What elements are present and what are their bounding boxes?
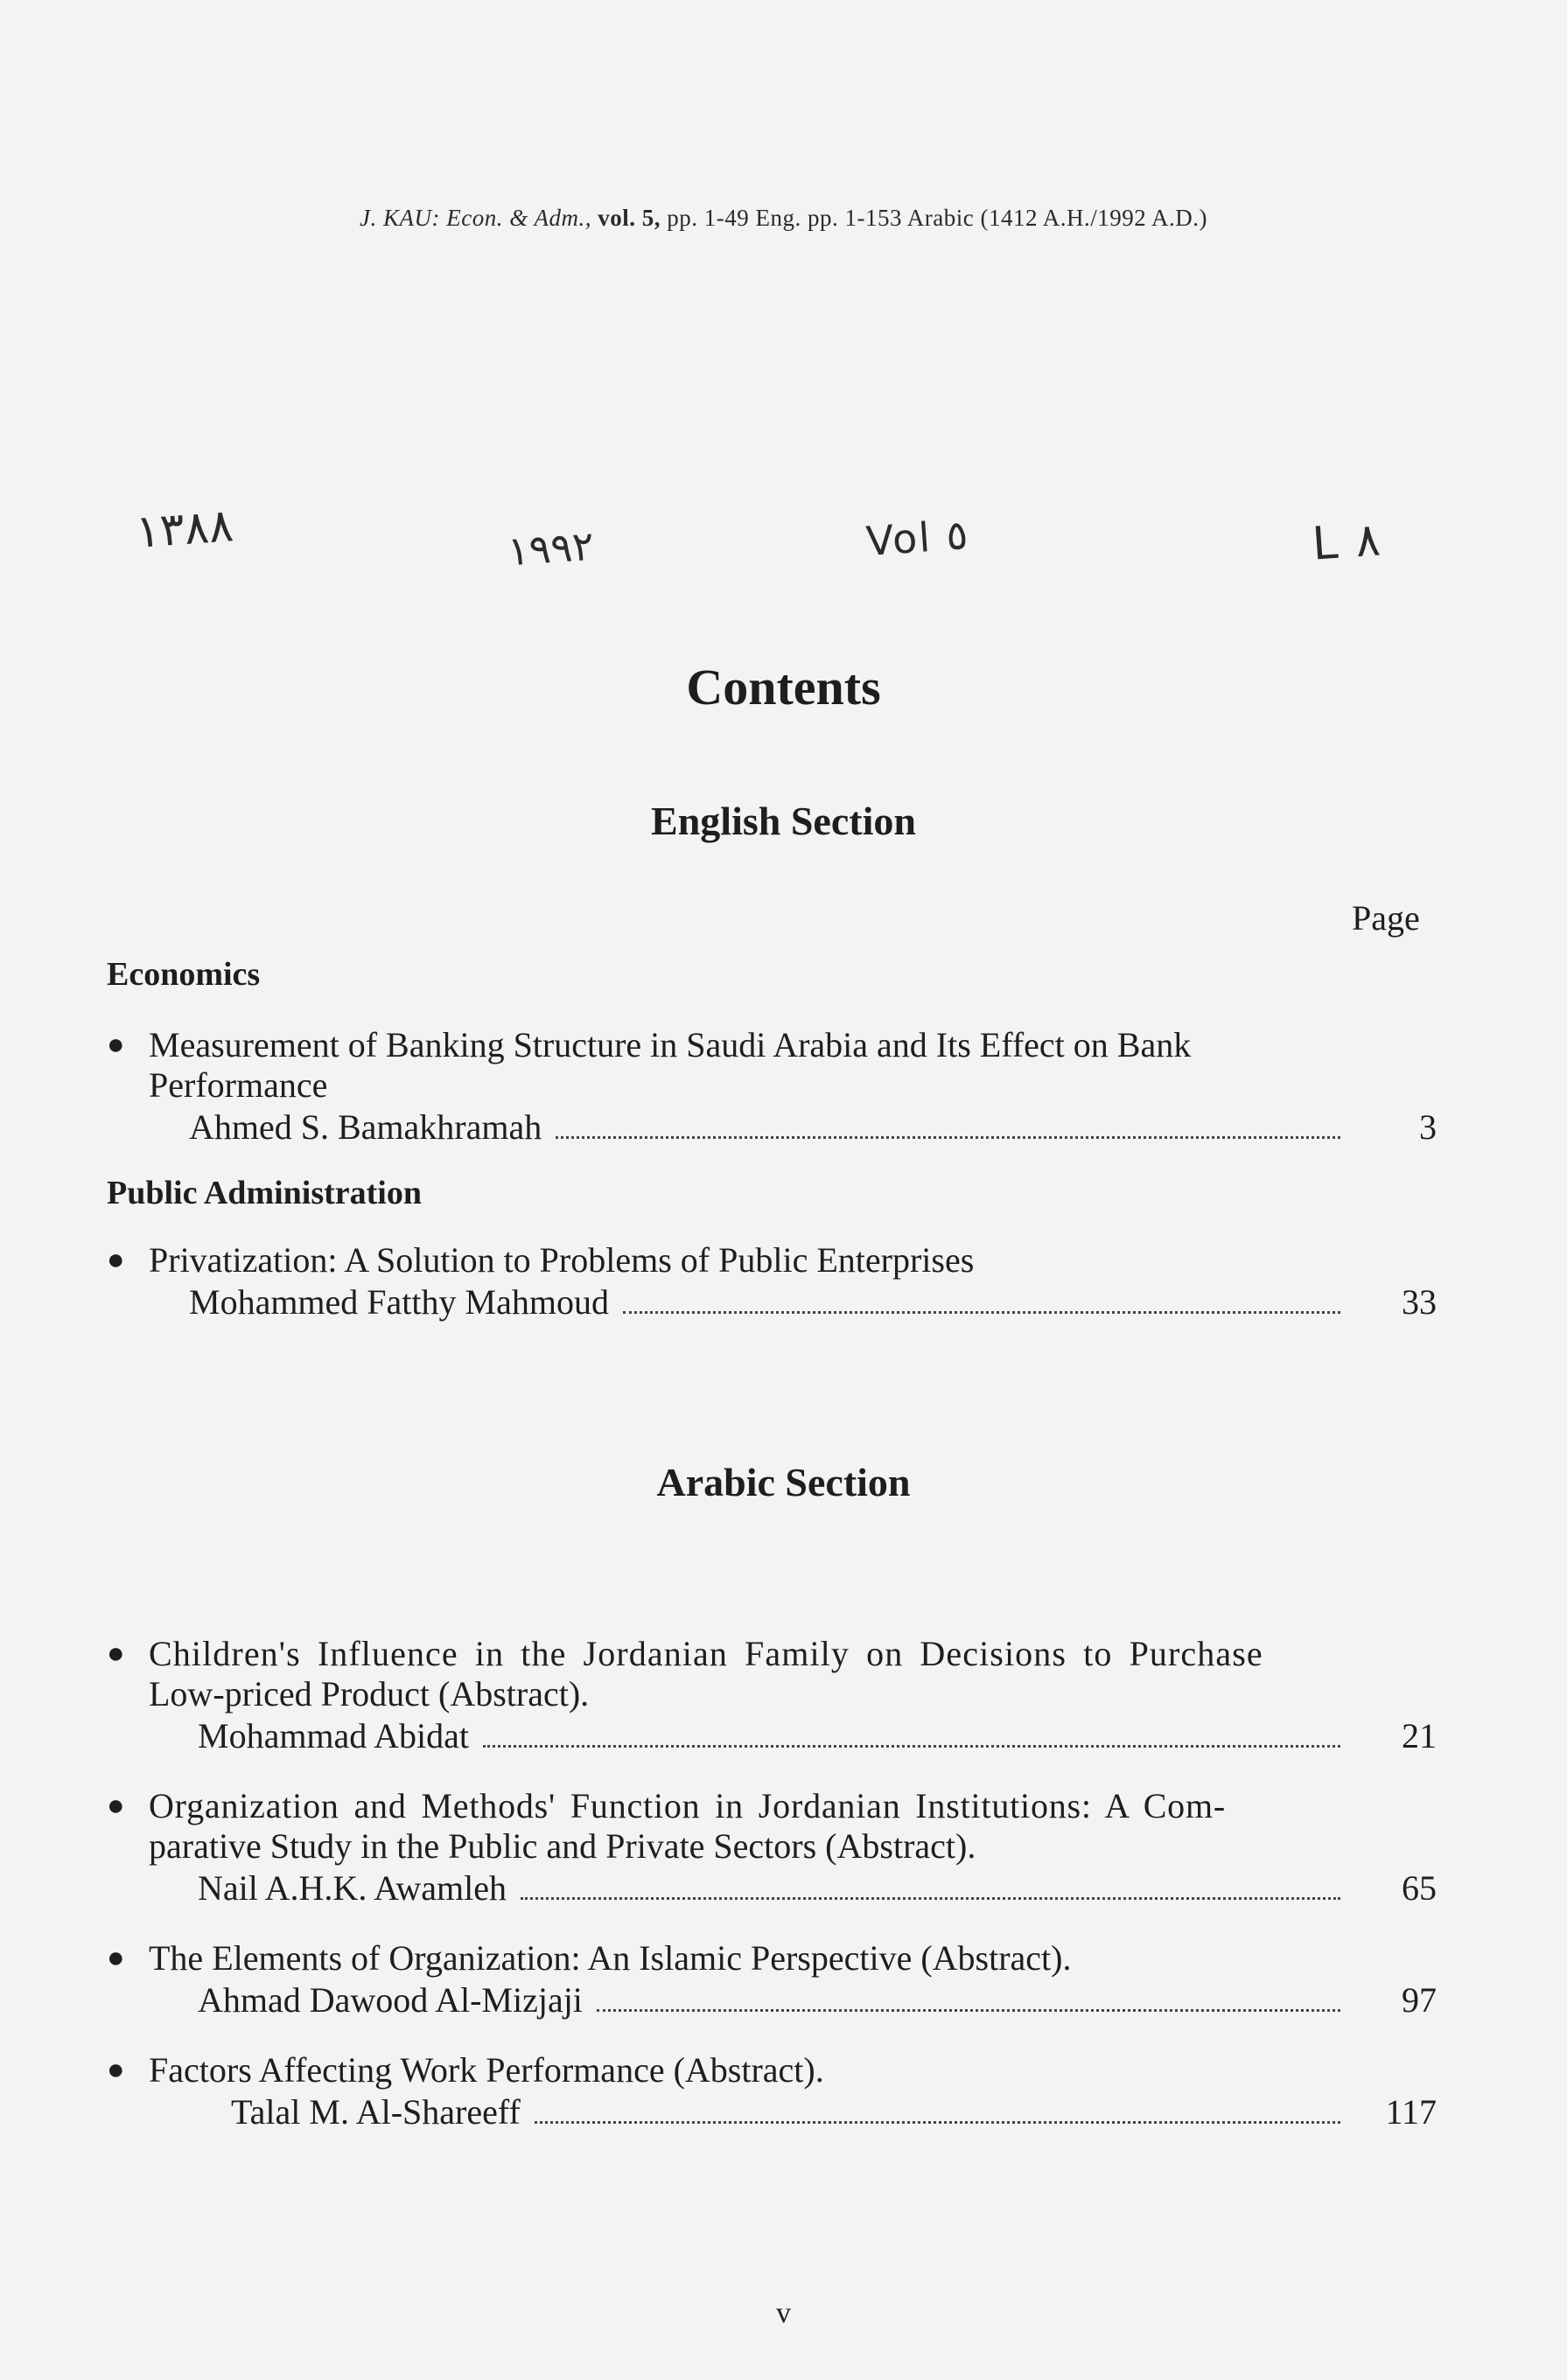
category-economics: Economics [107,956,261,993]
entry-author: Mohammad Abidat [198,1716,469,1755]
dot-leader [521,1896,1340,1900]
dot-leader [556,1135,1340,1139]
bullet-icon: ● [107,1637,125,1670]
entry-title-line: Organization and Methods' Function in Jordanian Institutions: A Com- [149,1786,1227,1825]
dot-leader [483,1744,1340,1748]
entry-author: Ahmad Dawood Al-Mizjaji [198,1980,583,2020]
entry-title-line: Privatization: A Solution to Problems of Public Enterprises [149,1240,975,1280]
entry-author: Nail A.H.K. Awamleh [198,1868,507,1908]
category-public-administration: Public Administration [107,1175,422,1211]
handwritten-note-1: ١٣٨٨ [134,499,235,559]
english-section-heading: English Section [651,799,916,843]
entry-page: 65 [1402,1868,1437,1908]
toc-entry[interactable] [107,1025,1437,1148]
toc-entry[interactable] [107,2050,1437,2132]
entry-title-line: Children's Influence in the Jordanian Family on Decisions to Purchase [149,1634,1263,1673]
entry-page: 117 [1385,2092,1437,2132]
entry-page: 97 [1402,1980,1437,2020]
entry-author: Talal M. Al-Shareeff [231,2092,521,2132]
entry-title-line: Performance [149,1065,328,1105]
dot-leader [535,2120,1340,2124]
entry-author: Ahmed S. Bamakhramah [189,1107,542,1147]
toc-entry[interactable] [107,1634,1437,1756]
handwritten-note-3: Vol ٥ [864,511,969,565]
entry-title-line: Measurement of Banking Structure in Saudi Arabia and Its Effect on Bank [149,1025,1192,1064]
page-number: v [776,2297,791,2329]
entry-page: 3 [1419,1107,1437,1147]
arabic-section-heading: Arabic Section [656,1460,911,1504]
entry-page: 33 [1402,1282,1437,1322]
journal-pages: pp. 1-49 Eng. pp. 1-153 Arabic (1412 A.H./1992 A.D.) [667,205,1207,231]
entry-title-line: The Elements of Organization: An Islamic Perspective (Abstract). [149,1938,1072,1978]
toc-entry[interactable] [107,1786,1437,1909]
page-column-label: Page [1352,898,1420,938]
entry-title-line: parative Study in the Public and Private Sectors (Abstract). [149,1826,976,1866]
entry-page: 21 [1402,1716,1437,1755]
toc-entry[interactable] [107,1938,1437,2021]
toc-entry[interactable] [107,1240,1437,1323]
bullet-icon: ● [107,1942,125,1974]
bullet-icon: ● [107,1029,125,1061]
entry-author: Mohammed Fatthy Mahmoud [189,1282,609,1322]
journal-volume: vol. 5, [598,205,661,231]
handwritten-note-2: ١٩٩٢ [506,521,596,576]
journal-citation [0,205,1567,232]
bullet-icon: ● [107,2054,125,2086]
dot-leader [623,1310,1340,1314]
bullet-icon: ● [107,1244,125,1276]
journal-name: J. KAU: Econ. & Adm., [360,205,591,231]
contents-title: Contents [686,659,881,715]
bullet-icon: ● [107,1790,125,1822]
entry-title-line: Low-priced Product (Abstract). [149,1674,590,1713]
dot-leader [597,2008,1340,2012]
handwritten-note-4: L ٨ [1311,513,1382,571]
entry-title-line: Factors Affecting Work Performance (Abstract). [149,2050,824,2090]
